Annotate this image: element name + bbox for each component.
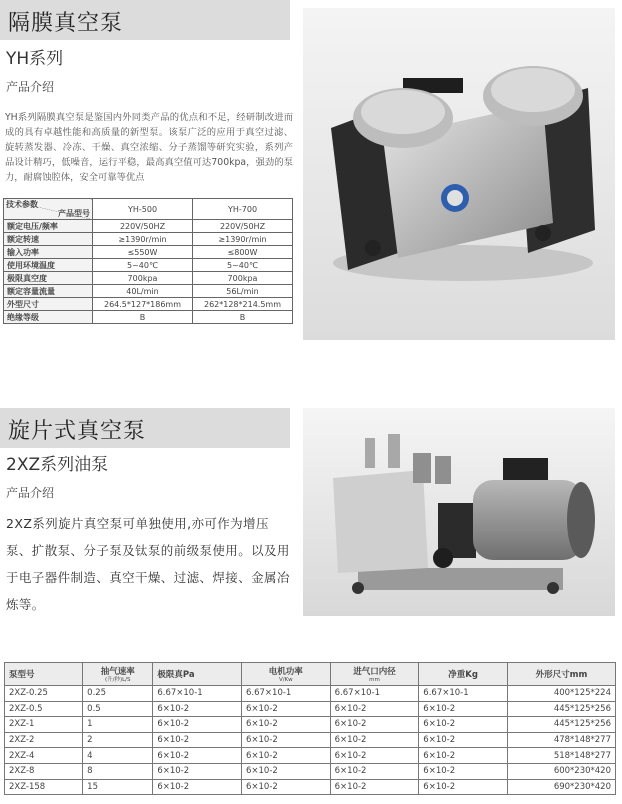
cell: 56L/min <box>193 285 293 298</box>
cell: 6×10-2 <box>241 701 330 717</box>
table-row <box>5 717 616 733</box>
cell: B <box>193 311 293 324</box>
table-row <box>4 246 293 259</box>
cell: 6.67×10-1 <box>330 686 419 702</box>
cell: 5~40℃ <box>193 259 293 272</box>
cell: 6×10-2 <box>419 732 508 748</box>
cell: 445*125*256 <box>507 701 615 717</box>
cell: 6.67×10-1 <box>241 686 330 702</box>
table-row <box>4 259 293 272</box>
table-header-row <box>5 663 616 686</box>
cell: 518*148*277 <box>507 748 615 764</box>
cell: 2XZ-2 <box>5 732 83 748</box>
cell: 0.5 <box>83 701 153 717</box>
section1-title: 隔膜真空泵 <box>8 11 124 36</box>
cell: 220V/50HZ <box>93 220 193 233</box>
cell: 478*148*277 <box>507 732 615 748</box>
table-row <box>5 763 616 779</box>
row-label: 极限真空度 <box>4 272 93 285</box>
cell: 690*230*420 <box>507 779 615 795</box>
header-cell <box>507 663 615 686</box>
cell: 1 <box>83 717 153 733</box>
cell: 264.5*127*186mm <box>93 298 193 311</box>
table-row <box>4 311 293 324</box>
cell: 6×10-2 <box>330 717 419 733</box>
diaphragm-pump-icon <box>303 8 615 340</box>
cell: 40L/min <box>93 285 193 298</box>
header-sub: V/Kw <box>278 676 293 683</box>
row-label: 外型尺寸 <box>4 298 93 311</box>
model-header: YH-500 <box>93 199 193 220</box>
row-label: 额定转速 <box>4 233 93 246</box>
cell: 6×10-2 <box>241 717 330 733</box>
section2-title: 旋片式真空泵 <box>8 419 147 444</box>
header-cell <box>419 663 508 686</box>
cell: 6×10-2 <box>241 779 330 795</box>
model-header: YH-700 <box>193 199 293 220</box>
cell: 2 <box>83 732 153 748</box>
header-label: 泵型号 <box>9 670 35 680</box>
cell: 6×10-2 <box>419 748 508 764</box>
cell: 5~40℃ <box>93 259 193 272</box>
section1-intro-text: YH系列隔膜真空泵是鉴国内外同类产品的优点和不足，经研制改进而成的具有卓越性能和高质量的新型泵。该泵广泛的应用于真空过滤、旋转蒸发器、冷冻、干燥、真空浓缩、分子蒸馏等研究实验，系列产品设计精巧，低噪音，运行平稳，最高真空值可达700kpa，强劲的泵力，耐腐蚀腔体，安全可靠等优点 <box>5 112 293 183</box>
rotary-vane-pump-photo <box>303 408 615 616</box>
corner-cell <box>4 199 93 220</box>
cell: 6×10-2 <box>153 779 242 795</box>
cell: 262*128*214.5mm <box>193 298 293 311</box>
table-header-row <box>4 199 293 220</box>
cell: 6×10-2 <box>153 748 242 764</box>
diaphragm-pump-photo <box>303 8 615 340</box>
cell: 6×10-2 <box>153 717 242 733</box>
cell: 6×10-2 <box>330 748 419 764</box>
cell: 220V/50HZ <box>193 220 293 233</box>
table-row <box>5 748 616 764</box>
rotary-vane-pump-icon <box>303 408 615 616</box>
cell: 6.67×10-1 <box>419 686 508 702</box>
section1-intro-label: 产品介绍 <box>6 80 55 94</box>
cell: 6×10-2 <box>330 779 419 795</box>
row-label: 使用环境温度 <box>4 259 93 272</box>
cell: 6×10-2 <box>419 763 508 779</box>
table-row <box>4 272 293 285</box>
header-cell <box>153 663 242 686</box>
table-row <box>4 233 293 246</box>
cell: ≤800W <box>193 246 293 259</box>
cell: 600*230*420 <box>507 763 615 779</box>
cell: 2XZ-158 <box>5 779 83 795</box>
section2-intro-text: 2XZ系列旋片真空泵可单独使用,亦可作为增压泵、扩散泵、分子泵及钛泵的前级泵使用。以及用于电子器件制造、真空干燥、过滤、焊接、金属冶炼等。 <box>6 516 290 612</box>
cell: 15 <box>83 779 153 795</box>
cell: 6.67×10-1 <box>153 686 242 702</box>
cell: 6×10-2 <box>419 779 508 795</box>
cell: 6×10-2 <box>419 717 508 733</box>
table-row <box>5 701 616 717</box>
section2-intro-label: 产品介绍 <box>6 486 55 500</box>
cell: 6×10-2 <box>153 763 242 779</box>
section1-series: YH系列 <box>6 49 64 69</box>
cell: 6×10-2 <box>330 763 419 779</box>
header-label: 净重Kg <box>448 670 478 680</box>
table-row <box>4 285 293 298</box>
cell: ≥1390r/min <box>93 233 193 246</box>
cell: 2XZ-0.25 <box>5 686 83 702</box>
header-sub: mm <box>369 676 380 683</box>
header-cell <box>241 663 330 686</box>
section2-series: 2XZ系列油泵 <box>6 455 109 475</box>
cell: 6×10-2 <box>241 748 330 764</box>
cell: B <box>93 311 193 324</box>
yh-spec-table <box>3 198 293 324</box>
cell: 6×10-2 <box>241 763 330 779</box>
table-row <box>5 686 616 702</box>
cell: 2XZ-8 <box>5 763 83 779</box>
header-cell <box>83 663 153 686</box>
corner-top-label: 技术参数 <box>6 200 38 209</box>
cell: 700kpa <box>193 272 293 285</box>
header-label: 进气口内径 <box>353 666 396 677</box>
cell: 6×10-2 <box>419 701 508 717</box>
header-cell <box>330 663 419 686</box>
cell: 6×10-2 <box>241 732 330 748</box>
cell: 2XZ-0.5 <box>5 701 83 717</box>
cell: ≥1390r/min <box>193 233 293 246</box>
header-cell <box>5 663 83 686</box>
header-label: 电机功率 <box>268 666 303 677</box>
cell: 6×10-2 <box>330 732 419 748</box>
2xz-spec-table <box>4 662 616 795</box>
cell: 400*125*224 <box>507 686 615 702</box>
cell: 6×10-2 <box>153 732 242 748</box>
cell: 6×10-2 <box>330 701 419 717</box>
cell: 700kpa <box>93 272 193 285</box>
cell: 6×10-2 <box>153 701 242 717</box>
cell: 445*125*256 <box>507 717 615 733</box>
header-label: 极限真Pa <box>157 670 195 680</box>
cell: 8 <box>83 763 153 779</box>
cell: 4 <box>83 748 153 764</box>
cell: 2XZ-1 <box>5 717 83 733</box>
table-row <box>5 732 616 748</box>
row-label: 额定容量流量 <box>4 285 93 298</box>
table-row <box>4 298 293 311</box>
header-label: 外形尺寸mm <box>535 670 588 680</box>
cell: ≤550W <box>93 246 193 259</box>
row-label: 绝缘等级 <box>4 311 93 324</box>
header-sub: (升/秒)L/S <box>104 676 131 683</box>
table-row <box>5 779 616 795</box>
row-label: 输入功率 <box>4 246 93 259</box>
cell: 0.25 <box>83 686 153 702</box>
row-label: 额定电压/频率 <box>4 220 93 233</box>
table-row <box>4 220 293 233</box>
cell: 2XZ-4 <box>5 748 83 764</box>
header-label: 抽气速率 <box>100 666 135 677</box>
corner-bottom-label: 产品型号 <box>58 209 90 218</box>
